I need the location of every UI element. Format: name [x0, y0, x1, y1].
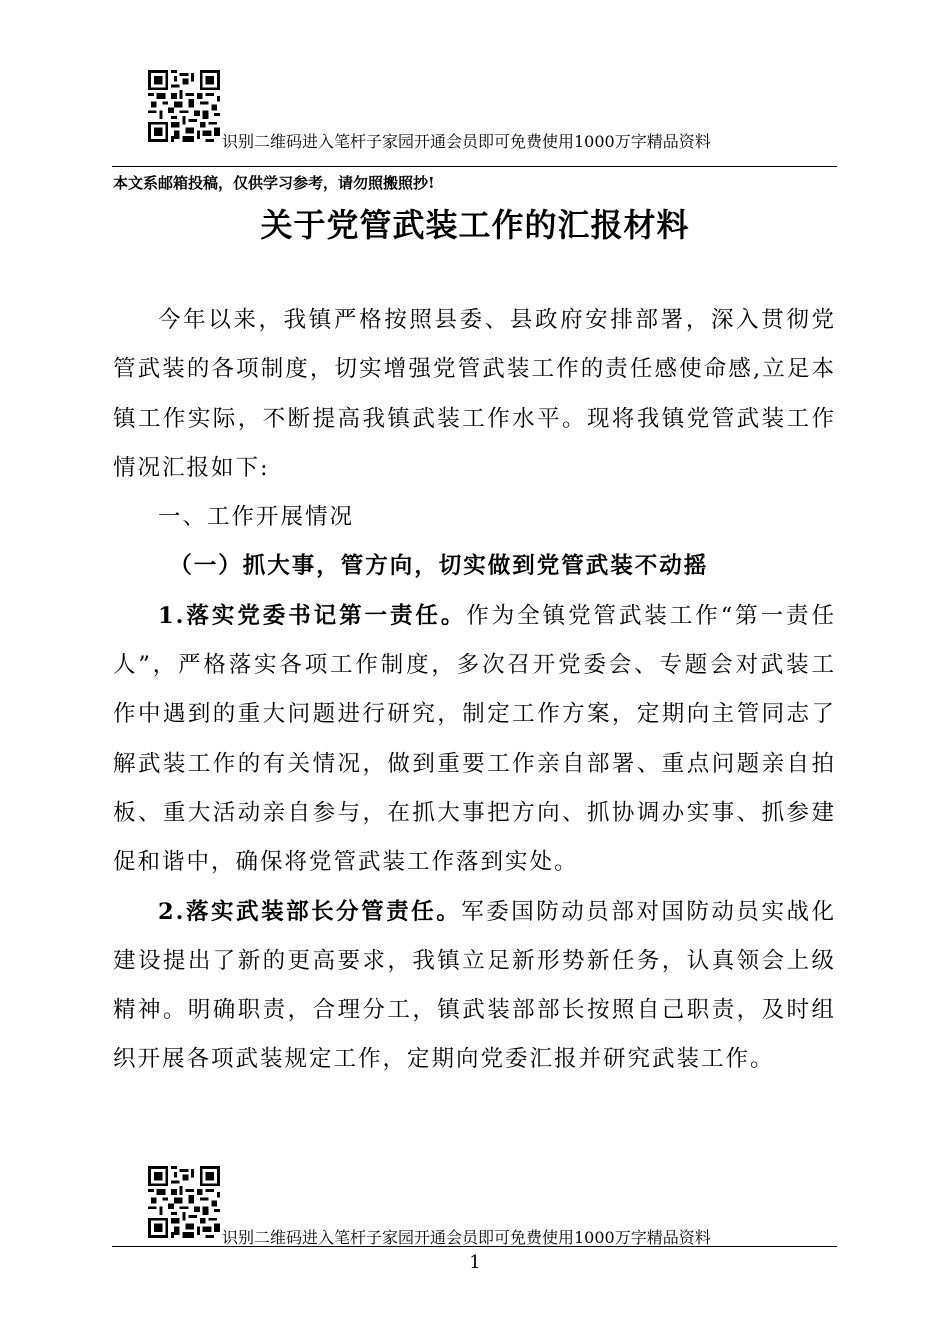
subsection-heading: （一）抓大事，管方向，切实做到党管武装不动摇 — [169, 553, 709, 580]
qr-code-icon — [148, 1166, 220, 1238]
submission-notice: 本文系邮箱投稿，仅供学习参考，请勿照搬照抄! — [113, 174, 435, 192]
footer-divider — [112, 1246, 837, 1247]
item-2-lead: 2.落实武装部长分管责任。 — [158, 898, 462, 925]
item-paragraph-2 — [113, 888, 836, 1085]
document-body — [113, 296, 836, 1085]
item-1-lead: 1.落实党委书记第一责任。 — [158, 602, 467, 629]
promo-banner-bottom: 识别二维码进入笔杆子家园开通会员即可免费使用1000万字精品资料 — [222, 1228, 711, 1247]
section-heading: 一、工作开展情况 — [158, 504, 355, 531]
item-paragraph-1 — [113, 592, 836, 888]
qr-code-icon — [148, 70, 220, 142]
page-number: 1 — [469, 1252, 481, 1273]
intro-paragraph: 今年以来，我镇严格按照县委、县政府安排部署，深入贯彻党管武装的各项制度，切实增强党管武装工作的责任感使命感,立足本镇工作实际，不断提高我镇武装工作水平。现将我镇党管武装工作情况汇报如下: — [113, 307, 836, 481]
document-title: 关于党管武装工作的汇报材料 — [260, 206, 690, 244]
item-2-body: 军委国防动员部对国防动员实战化建设提出了新的更高要求，我镇立足新形势新任务，认真领会上级精神。明确职责，合理分工，镇武装部部长按照自己职责，及时组织开展各项武装规定工作，定期向党委汇报并研究武装工作。 — [113, 898, 836, 1073]
promo-banner-top: 识别二维码进入笔杆子家园开通会员即可免费使用1000万字精品资料 — [222, 132, 711, 151]
item-1-body: 作为全镇党管武装工作“第一责任人”，严格落实各项工作制度，多次召开党委会、专题会对武装工作中遇到的重大问题进行研究，制定工作方案，定期向主管同志了解武装工作的有关情况，做到重要工作亲自部署、重点问题亲自拍板、重大活动亲自参与，在抓大事把方向、抓协调办实事、抓参建促和谐中，确保将党管武装工作落到实处。 — [113, 602, 836, 876]
header-divider — [112, 166, 837, 167]
